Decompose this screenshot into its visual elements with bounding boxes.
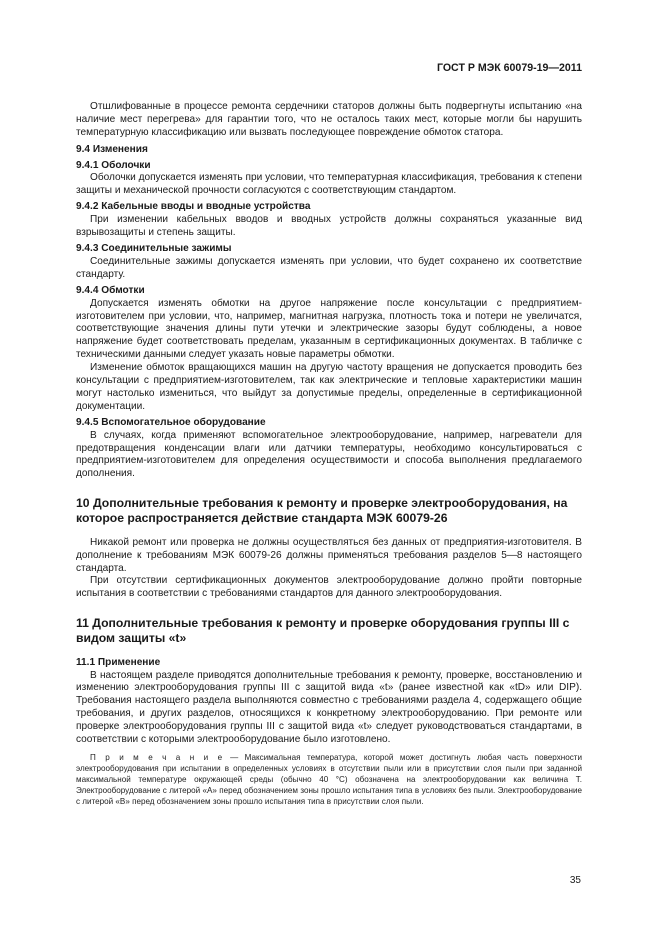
page-header: ГОСТ Р МЭК 60079-19—2011 <box>436 62 582 74</box>
paragraph-9-4-4-b: Изменение обмоток вращающихся машин на другую частоту вращения не допускается проводить без консультации с предприятием-изготовителем, так как электрические и тепловые характеристики машин могут настолько измениться, что выйдут за допустимые пределы, определенные в сертификационной документации. <box>76 362 582 412</box>
paragraph-9-4-5: В случаях, когда применяют вспомогательное электрооборудование, например, нагреватели для предотвращения конденсации влаги или датчики температуры, необходимо консультироваться с предприятием-изготовителем для определения осуществимости и способа выполнения предлагаемого дополнения. <box>76 429 582 480</box>
paragraph-9-4-3: Соединительные зажимы допускается изменять при условии, что будет сохранено их соответствие стандарту. <box>76 255 582 280</box>
paragraph-9-4-2: При изменении кабельных вводов и вводных устройств должны сохраняться указанные вид взрывозащиты и степень защиты. <box>76 214 582 239</box>
section-10-heading: 10 Дополнительные требования к ремонту и проверке электрооборудования, на которое распространяется действие стандарта МЭК 60079-26 <box>76 496 568 526</box>
page-number: 35 <box>569 875 581 886</box>
section-9-4-3-heading: 9.4.3 Соединительные зажимы <box>76 242 232 254</box>
section-9-4-4-heading: 9.4.4 Обмотки <box>76 284 145 296</box>
paragraph-11-1: В настоящем разделе приводятся дополнительные требования к ремонту, проверке, восстановлению и изменению электрооборудования группы III с защитой вида «t» (ранее известной как «tD» или DIP). Требования настоящего раздела выполняются совместно с требованиями раздела 4, содержащего общие требования, и других разделов, относящихся к конкретному электрооборудованию. При ремонте или проверке электрооборудования группы III с защитой вида «t» следует руководствоваться стандартами, в соответствии с которыми электрооборудование было изготовлено. <box>76 669 582 746</box>
paragraph-10-a: Никакой ремонт или проверка не должны осуществляться без данных от предприятия-изготовителя. В дополнение к требованиям МЭК 60079-26 должны применяться требования разделов 5—8 настоящего стандарта. <box>76 536 582 574</box>
section-9-4-5-heading: 9.4.5 Вспомогательное оборудование <box>76 416 266 428</box>
section-11-heading: 11 Дополнительные требования к ремонту и проверке оборудования группы III с видом защиты «t» <box>76 616 570 646</box>
section-9-4-heading: 9.4 Изменения <box>76 143 148 155</box>
note-text: — Максимальная температура, которой может достигнуть любая часть поверхности электрооборудования при испытании в определенных условиях в отсутствии пыли или в присутствии слоя пыли при заданной максимальной температуре окружающей среды (обычно 40 °С) обозначена на электрооборудовании как величина Т. Электрооборудование с литерой «А» перед обозначением зоны прошло испытания типа в условиях без пыли. Электрооборудование с литерой «В» перед обозначением зоны прошло испытания типа в присутствии слоя пыли. <box>76 752 582 806</box>
paragraph-9-4-1: Оболочки допускается изменять при условии, что температурная классификация, требования к степени защиты и механической прочности согласуются с соответствующим стандартом. <box>76 172 582 197</box>
paragraph-intro: Отшлифованные в процессе ремонта сердечники статоров должны быть подвергнуты испытанию «на наличие мест перегрева» для гарантии того, что не осталось таких мест, которые могли бы нарушить температурную классификацию или вызвать последующее повреждение обмоток статора. <box>76 100 582 138</box>
paragraph-9-4-4-a: Допускается изменять обмотки на другое напряжение после консультации с предприятием-изготовителем при условии, что, например, магнитная нагрузка, плотность тока и потери не увеличатся, соответствующие значения длины пути утечки и электрические зазоры будут соблюдены, а новое напряжение будет соответствовать пределам, указанным в сертификационных документах. В табличке с техническими данными следует указать новые параметры обмотки. <box>76 297 582 361</box>
section-9-4-1-heading: 9.4.1 Оболочки <box>76 159 151 171</box>
section-9-4-2-heading: 9.4.2 Кабельные вводы и вводные устройства <box>76 201 311 213</box>
note-label: П р и м е ч а н и е <box>90 752 224 762</box>
paragraph-10-b: При отсутствии сертификационных документов электрооборудование должно пройти повторные испытания в соответствии с требованиями стандартов для данного электрооборудования. <box>76 575 582 600</box>
section-11-1-heading: 11.1 Применение <box>76 656 161 668</box>
note <box>76 753 582 808</box>
